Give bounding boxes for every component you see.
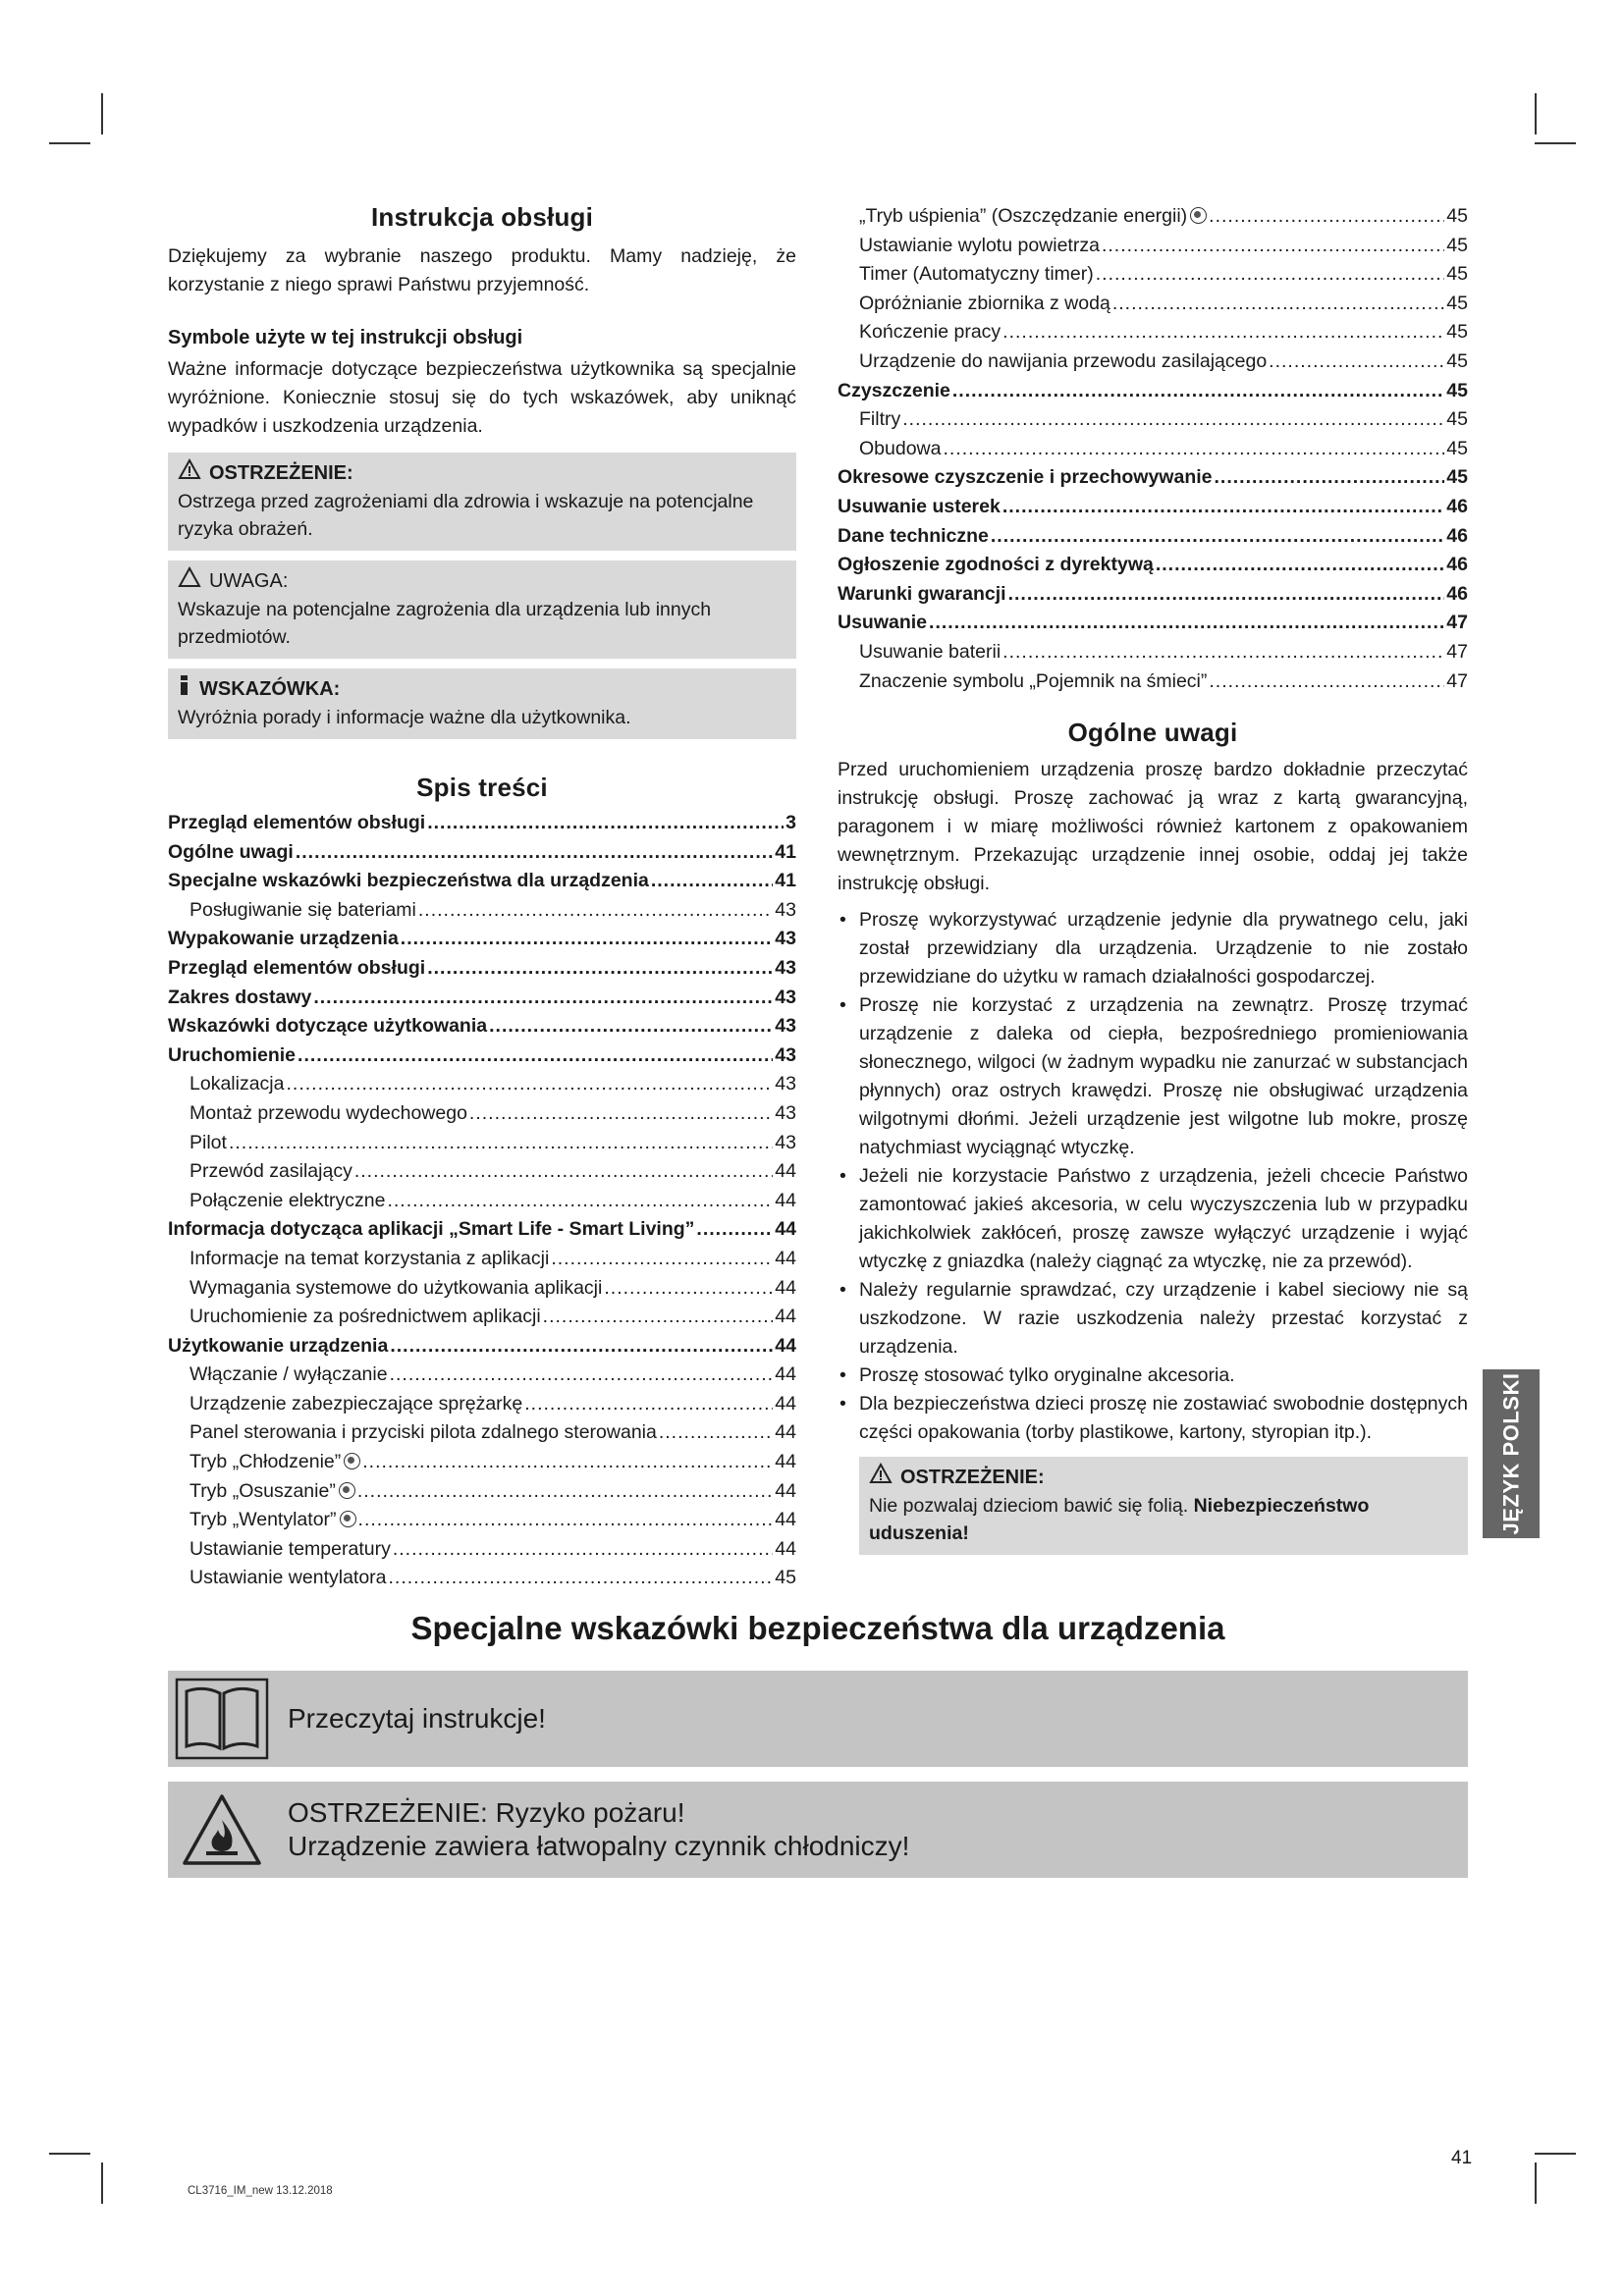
toc-leader-dots	[551, 1245, 773, 1274]
toc-entry-label: Przegląd elementów obsługi	[168, 812, 426, 833]
toc-leader-dots	[651, 867, 773, 896]
toc-leader-dots	[604, 1274, 773, 1304]
toc-entry-label: Przewód zasilający	[189, 1160, 352, 1183]
toc-entry-label: Urządzenie do nawijania przewodu zasilającego	[859, 349, 1268, 372]
toc-entry-page: 45	[1446, 466, 1468, 489]
toc-entry-label: Tryb „Wentylator”	[189, 1506, 356, 1535]
left-column	[168, 202, 796, 1593]
toc-entry	[838, 260, 1468, 290]
toc-entry-label: Posługiwanie się bateriami	[189, 898, 416, 921]
toc-entry-label: Tryb „Osuszanie”	[189, 1477, 355, 1507]
toc-entry	[838, 318, 1468, 347]
info-icon	[178, 674, 191, 704]
toc-entry-label: Panel sterowania i przyciski pilota zdalnego sterowania	[189, 1421, 657, 1444]
toc-entry-page: 44	[775, 1509, 796, 1531]
toc-leader-dots	[1112, 290, 1444, 319]
toc-left	[168, 809, 796, 1593]
toc-leader-dots	[543, 1303, 774, 1332]
toc-entry	[838, 667, 1468, 697]
toc-entry-page: 47	[1446, 640, 1468, 663]
toc-entry-page: 43	[775, 1073, 796, 1095]
general-title: Ogólne uwagi	[1067, 718, 1238, 748]
toc-entry-label: Użytkowanie urządzenia	[168, 1334, 389, 1357]
hint-text: Wyróżnia porady i informacje ważne dla użytkownika.	[178, 707, 631, 728]
toc-entry	[168, 1418, 796, 1448]
toc-entry	[838, 551, 1468, 580]
toc-entry-label: Uruchomienie	[168, 1043, 297, 1066]
mode-icon	[340, 1511, 356, 1527]
toc-leader-dots	[427, 954, 773, 984]
toc-entry	[838, 202, 1468, 232]
toc-entry-page: 45	[1446, 234, 1468, 256]
toc-entry-page: 3	[785, 812, 796, 833]
caution-title: UWAGA:	[209, 570, 289, 592]
crop-mark	[101, 2163, 103, 2204]
toc-leader-dots	[1096, 260, 1445, 290]
toc-leader-dots	[696, 1215, 773, 1245]
toc-entry	[168, 1129, 796, 1158]
language-tab-label: JĘZYK POLSKI	[1498, 1372, 1524, 1535]
toc-entry-page: 47	[1446, 669, 1468, 692]
toc-leader-dots	[362, 1448, 773, 1477]
toc-entry-page: 44	[775, 1218, 796, 1241]
toc-entry	[168, 1070, 796, 1099]
crop-mark	[49, 2153, 90, 2155]
crop-mark	[101, 93, 103, 134]
toc-entry-page: 44	[775, 1392, 796, 1415]
caution-text: Wskazuje na potencjalne zagrożenia dla urządzenia lub innych przedmiotów.	[178, 599, 712, 648]
toc-leader-dots	[313, 984, 773, 1013]
toc-entry-page: 44	[775, 1451, 796, 1473]
toc-entry-page: 44	[775, 1247, 796, 1269]
toc-entry-label: Włączanie / wyłączanie	[189, 1363, 388, 1386]
read-instructions-banner	[168, 1671, 1468, 1767]
toc-leader-dots	[393, 1535, 773, 1565]
toc-entry	[838, 638, 1468, 667]
toc-leader-dots	[357, 1477, 773, 1507]
special-safety-title: Specjalne wskazówki bezpieczeństwa dla urządzenia	[410, 1610, 1225, 1646]
toc-title: Spis treści	[416, 773, 548, 802]
book-icon	[168, 1671, 276, 1767]
toc-entry-label: Ogłoszenie zgodności z dyrektywą	[838, 554, 1154, 576]
toc-entry-label: Wymagania systemowe do użytkowania aplikacji	[189, 1276, 603, 1299]
toc-entry-page: 45	[1446, 408, 1468, 431]
toc-entry	[838, 405, 1468, 435]
toc-entry-label: Przegląd elementów obsługi	[168, 956, 426, 979]
toc-leader-dots	[389, 1564, 774, 1593]
toc-entry-page: 45	[1446, 379, 1468, 401]
toc-leader-dots	[354, 1157, 773, 1187]
toc-entry	[168, 1041, 796, 1071]
flammable-warning-icon	[168, 1782, 276, 1878]
toc-entry-label: Usuwanie baterii	[859, 640, 1001, 663]
toc-leader-dots	[387, 1187, 773, 1216]
toc-entry-page: 45	[1446, 321, 1468, 344]
toc-leader-dots	[298, 1041, 773, 1071]
language-tab	[1483, 1369, 1540, 1538]
toc-entry	[168, 1390, 796, 1419]
toc-entry-page: 44	[775, 1363, 796, 1386]
toc-leader-dots	[1269, 347, 1444, 377]
toc-entry	[168, 984, 796, 1013]
toc-entry-page: 44	[775, 1306, 796, 1328]
toc-entry-label: Dane techniczne	[838, 524, 989, 547]
toc-entry-label: Warunki gwarancji	[838, 582, 1006, 605]
list-item: • Proszę stosować tylko oryginalne akcesoria.	[838, 1362, 1468, 1390]
toc-entry-page: 44	[775, 1334, 796, 1357]
mode-icon	[1190, 207, 1207, 224]
toc-entry-page: 44	[775, 1160, 796, 1183]
toc-entry-page: 45	[1446, 205, 1468, 227]
toc-entry-page: 46	[1446, 554, 1468, 576]
toc-entry-page: 44	[775, 1189, 796, 1211]
toc-entry-label: Zakres dostawy	[168, 986, 312, 1008]
warning-triangle-icon	[178, 458, 201, 488]
toc-entry-label: Usuwanie	[838, 612, 928, 634]
toc-leader-dots	[524, 1390, 773, 1419]
toc-leader-dots	[1156, 551, 1444, 580]
toc-entry-label: Połączenie elektryczne	[189, 1189, 386, 1211]
caution-triangle-icon	[178, 566, 201, 596]
toc-entry-page: 44	[775, 1479, 796, 1502]
toc-entry	[168, 1506, 796, 1535]
toc-entry	[168, 1535, 796, 1565]
toc-entry-label: Ustawianie wylotu powietrza	[859, 234, 1100, 256]
toc-entry-page: 43	[775, 1015, 796, 1038]
toc-leader-dots	[469, 1099, 773, 1129]
child-warning-title: OSTRZEŻENIE:	[900, 1467, 1045, 1489]
read-instructions-label: Przeczytaj instrukcje!	[288, 1703, 546, 1734]
toc-leader-dots	[1102, 232, 1444, 261]
toc-entry-label: Informacja dotycząca aplikacji „Smart Life - Smart Living”	[168, 1218, 695, 1241]
list-item: • Należy regularnie sprawdzać, czy urządzenie i kabel sieciowy nie są uszkodzone. W razie uszkodzenia należy przestać korzystać z urządzenia.	[838, 1276, 1468, 1362]
toc-entry-label: Urządzenie zabezpieczające sprężarkę	[189, 1392, 523, 1415]
toc-entry	[838, 522, 1468, 552]
child-warning-notice	[859, 1457, 1468, 1555]
crop-mark	[1535, 2163, 1537, 2204]
toc-entry	[168, 1564, 796, 1593]
footer-code: CL3716_IM_new 13.12.2018	[188, 2185, 333, 2197]
child-warning-text: Nie pozwalaj dzieciom bawić się folią. Niebezpieczeństwo uduszenia!	[869, 1495, 1370, 1545]
mode-icon	[339, 1482, 355, 1499]
toc-leader-dots	[418, 896, 773, 926]
toc-entry-page: 44	[775, 1537, 796, 1560]
toc-entry-page: 43	[775, 1131, 796, 1153]
toc-leader-dots	[390, 1332, 773, 1362]
list-item: • Dla bezpieczeństwa dzieci proszę nie zostawiać swobodnie dostępnych części opakowania (torby plastikowe, kartony, styropian itp.).	[838, 1390, 1468, 1447]
toc-entry-label: Filtry	[859, 408, 901, 431]
toc-entry-page: 46	[1446, 524, 1468, 547]
toc-entry-label: Pilot	[189, 1131, 227, 1153]
toc-entry-page: 45	[775, 1567, 796, 1589]
toc-entry	[168, 925, 796, 954]
toc-entry-label: Wskazówki dotyczące użytkowania	[168, 1015, 488, 1038]
toc-entry	[838, 377, 1468, 406]
toc-entry-page: 45	[1446, 292, 1468, 314]
toc-entry-page: 43	[775, 1043, 796, 1066]
toc-leader-dots	[1002, 638, 1444, 667]
toc-leader-dots	[1209, 202, 1444, 232]
toc-entry	[168, 867, 796, 896]
toc-entry	[838, 290, 1468, 319]
warning-title: OSTRZEŻENIE:	[209, 462, 353, 484]
toc-leader-dots	[1209, 667, 1444, 697]
toc-entry-label: Usuwanie usterek	[838, 495, 1001, 517]
toc-leader-dots	[991, 522, 1444, 552]
warning-notice	[168, 453, 796, 551]
toc-leader-dots	[358, 1506, 774, 1535]
toc-leader-dots	[229, 1129, 773, 1158]
toc-entry	[838, 463, 1468, 493]
toc-leader-dots	[929, 609, 1444, 638]
toc-entry-label: Ustawianie wentylatora	[189, 1567, 387, 1589]
toc-entry	[838, 580, 1468, 610]
mode-icon	[344, 1453, 360, 1469]
intro-text: Dziękujemy za wybranie naszego produktu. Mamy nadzieję, że korzystanie z niego sprawi Państwu przyjemność.	[168, 245, 796, 295]
toc-entry-page: 43	[775, 1101, 796, 1124]
toc-entry-label: Opróżnianie zbiornika z wodą	[859, 292, 1110, 314]
page-number: 41	[1451, 2148, 1473, 2168]
toc-leader-dots	[296, 838, 773, 868]
toc-entry	[168, 1274, 796, 1304]
toc-leader-dots	[943, 435, 1444, 464]
toc-leader-dots	[1215, 463, 1445, 493]
toc-leader-dots	[390, 1361, 774, 1390]
toc-entry	[168, 809, 796, 838]
toc-entry-page: 44	[775, 1421, 796, 1444]
toc-entry	[168, 896, 796, 926]
toc-entry-label: Kończenie pracy	[859, 321, 1001, 344]
general-bullet-list	[838, 906, 1468, 1447]
symbols-heading: Symbole użyte w tej instrukcji obsługi	[168, 327, 523, 348]
toc-entry-page: 45	[1446, 263, 1468, 286]
toc-leader-dots	[659, 1418, 773, 1448]
list-item: • Jeżeli nie korzystacie Państwo z urządzenia, jeżeli chcecie Państwo zamontować jakieś akcesoria, w celu wyczyszczenia lub w przypadku jakichkolwiek zakłóceń, proszę zawsze wyłączyć urządzenie i wyjąć wtyczkę z gniazdka (należy ciągnąć za wtyczkę, nie za przewód).	[838, 1162, 1468, 1276]
toc-entry	[838, 493, 1468, 522]
toc-leader-dots	[427, 809, 784, 838]
toc-entry-label: Wypakowanie urządzenia	[168, 928, 399, 950]
hint-notice	[168, 668, 796, 739]
page-title: Instrukcja obsługi	[370, 202, 594, 232]
toc-entry	[838, 232, 1468, 261]
crop-mark	[1535, 142, 1576, 144]
list-item: • Proszę wykorzystywać urządzenie jedynie dla prywatnego celu, jaki został przewidziany dla urządzenia. Urządzenie to nie zostało przewidziane do użytku w ramach działalności gospodarczej.	[838, 906, 1468, 991]
fire-warning-text: Urządzenie zawiera łatwopalny czynnik chłodniczy!	[288, 1831, 910, 1861]
toc-right	[838, 202, 1468, 696]
toc-entry-label: Uruchomienie za pośrednictwem aplikacji	[189, 1306, 541, 1328]
toc-entry	[168, 1448, 796, 1477]
toc-entry	[168, 954, 796, 984]
toc-entry-page: 46	[1446, 495, 1468, 517]
toc-entry-page: 43	[775, 956, 796, 979]
toc-entry	[168, 1245, 796, 1274]
crop-mark	[49, 142, 90, 144]
toc-entry-label: Czyszczenie	[838, 379, 950, 401]
toc-entry-label: Specjalne wskazówki bezpieczeństwa dla urządzenia	[168, 870, 649, 892]
toc-entry-page: 43	[775, 986, 796, 1008]
right-column	[838, 202, 1468, 1555]
fire-warning-banner	[168, 1782, 1468, 1878]
toc-entry	[838, 347, 1468, 377]
toc-entry-label: Informacje na temat korzystania z aplikacji	[189, 1247, 550, 1269]
toc-entry-label: Montaż przewodu wydechowego	[189, 1101, 467, 1124]
toc-entry	[168, 1012, 796, 1041]
toc-entry-label: Tryb „Chłodzenie”	[189, 1448, 360, 1477]
toc-entry	[168, 1157, 796, 1187]
caution-notice	[168, 561, 796, 659]
toc-entry-label: Obudowa	[859, 437, 942, 459]
toc-entry-label: Timer (Automatyczny timer)	[859, 263, 1094, 286]
crop-mark	[1535, 2153, 1576, 2155]
toc-entry-page: 41	[775, 870, 796, 892]
toc-leader-dots	[902, 405, 1444, 435]
toc-leader-dots	[1002, 318, 1444, 347]
toc-entry	[168, 838, 796, 868]
crop-mark	[1535, 93, 1537, 134]
toc-entry-page: 43	[775, 928, 796, 950]
toc-entry-label: Ogólne uwagi	[168, 840, 294, 863]
fire-warning-title: OSTRZEŻENIE: Ryzyko pożaru!	[288, 1797, 685, 1828]
toc-entry-label: Ustawianie temperatury	[189, 1537, 391, 1560]
toc-entry-page: 47	[1446, 612, 1468, 634]
hint-title: WSKAZÓWKA:	[199, 678, 341, 700]
toc-entry-page: 46	[1446, 582, 1468, 605]
toc-leader-dots	[1002, 493, 1444, 522]
general-intro: Przed uruchomieniem urządzenia proszę bardzo dokładnie przeczytać instrukcję obsługi. Proszę zachować ją wraz z kartą gwarancyjną, paragonem i w miarę możliwości również kartonem z opakowaniem wewnętrznym. Przekazując urządzenie innej osobie, oddaj jej także instrukcję obsługi.	[838, 759, 1468, 895]
toc-entry-label: Lokalizacja	[189, 1073, 285, 1095]
toc-entry	[168, 1303, 796, 1332]
toc-entry-page: 43	[775, 898, 796, 921]
symbols-text: Ważne informacje dotyczące bezpieczeństwa użytkownika są specjalnie wyróżnione. Koniecznie stosuj się do tych wskazówek, aby uniknąć wypadków i uszkodzenia urządzenia.	[168, 358, 796, 437]
warning-triangle-icon	[869, 1463, 893, 1492]
toc-entry	[168, 1215, 796, 1245]
toc-leader-dots	[952, 377, 1444, 406]
warning-text: Ostrzega przed zagrożeniami dla zdrowia i wskazuje na potencjalne ryzyka obrażeń.	[178, 491, 754, 540]
toc-entry-page: 45	[1446, 437, 1468, 459]
toc-leader-dots	[401, 925, 774, 954]
toc-entry	[168, 1361, 796, 1390]
toc-leader-dots	[489, 1012, 773, 1041]
toc-entry	[838, 435, 1468, 464]
toc-entry-page: 45	[1446, 349, 1468, 372]
toc-entry	[168, 1187, 796, 1216]
toc-entry	[168, 1099, 796, 1129]
toc-entry-label: Znaczenie symbolu „Pojemnik na śmieci”	[859, 669, 1208, 692]
toc-entry	[838, 609, 1468, 638]
toc-leader-dots	[1008, 580, 1445, 610]
toc-leader-dots	[286, 1070, 773, 1099]
toc-entry-label: „Tryb uśpienia” (Oszczędzanie energii)	[859, 202, 1207, 232]
toc-entry	[168, 1477, 796, 1507]
toc-entry	[168, 1332, 796, 1362]
toc-entry-page: 44	[775, 1276, 796, 1299]
list-item: • Proszę nie korzystać z urządzenia na zewnątrz. Proszę trzymać urządzenie z daleka od ciepła, bezpośredniego promieniowania słonecznego, wilgoci (w żadnym wypadku nie zanurzać w substancjach płynnych) oraz ostrych krawędzi. Proszę nie obsługiwać urządzenia wilgotnymi dłońmi. Jeżeli urządzenie jest wilgotne lub mokre, proszę natychmiast wyciągnąć wtyczkę.	[838, 991, 1468, 1162]
toc-entry-page: 41	[775, 840, 796, 863]
toc-entry-label: Okresowe czyszczenie i przechowywanie	[838, 466, 1213, 489]
